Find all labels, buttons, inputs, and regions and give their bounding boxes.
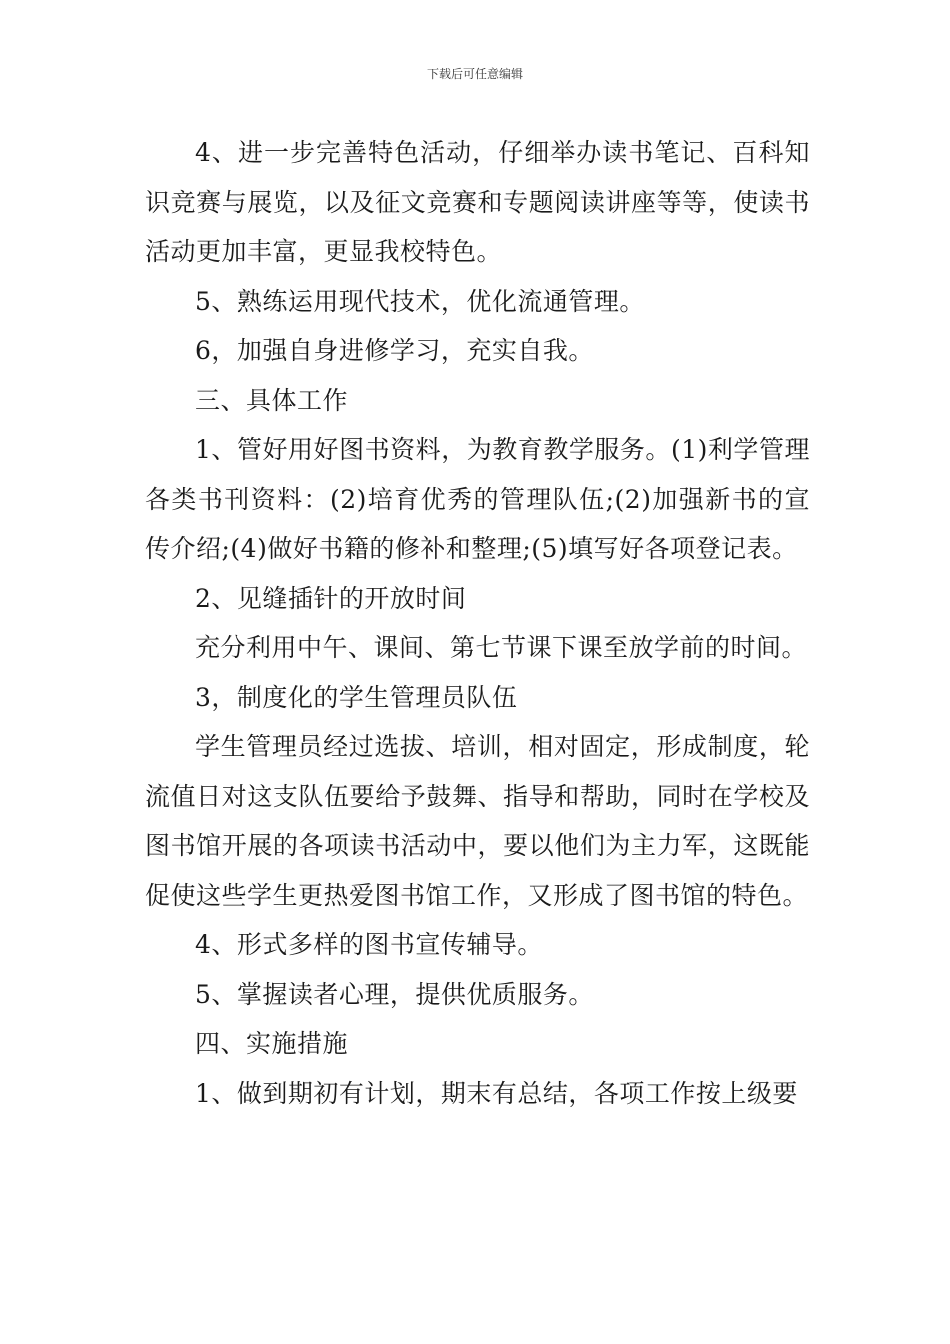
paragraph-1: 4、进一步完善特色活动，仔细举办读书笔记、百科知识竞赛与展览，以及征文竞赛和专题阅读讲座等等，使读书活动更加丰富，更显我校特色。: [145, 138, 810, 266]
paragraph-6: 充分利用中午、课间、第七节课下课至放学前的时间。: [195, 633, 808, 662]
paragraph-5: 2、见缝插针的开放时间: [195, 583, 467, 613]
paragraph-11: 1、做到期初有计划，期末有总结，各项工作按上级要: [195, 1078, 798, 1108]
paragraph-4: 1、管好用好图书资料，为教育教学服务。(1)利学管理各类书刊资料：(2)培育优秀的管理队伍;(2)加强新书的宣传介绍;(4)做好书籍的修补和整理;(5)填写好各项登记表。: [145, 435, 810, 563]
paragraph-8: 学生管理员经过选拔、培训，相对固定，形成制度，轮流值日对这支队伍要给予鼓舞、指导和帮助，同时在学校及图书馆开展的各项读书活动中，要以他们为主力军，这既能促使这些学生更热爱图书馆工作，又形成了图书馆的特色。: [145, 732, 810, 910]
paragraph-3: 6，加强自身进修学习，充实自我。: [195, 336, 594, 365]
section-heading-4: 四、实施措施: [195, 1029, 349, 1058]
paragraph-7: 3，制度化的学生管理员队伍: [195, 682, 518, 712]
page-header: 下载后可任意编辑: [426, 67, 523, 81]
document-body: [145, 128, 810, 1118]
paragraph-9: 4、形式多样的图书宣传辅导。: [195, 930, 543, 959]
section-heading-3: 三、具体工作: [195, 385, 349, 415]
paragraph-2: 5、熟练运用现代技术，优化流通管理。: [195, 286, 645, 316]
paragraph-10: 5、掌握读者心理，提供优质服务。: [195, 979, 594, 1009]
